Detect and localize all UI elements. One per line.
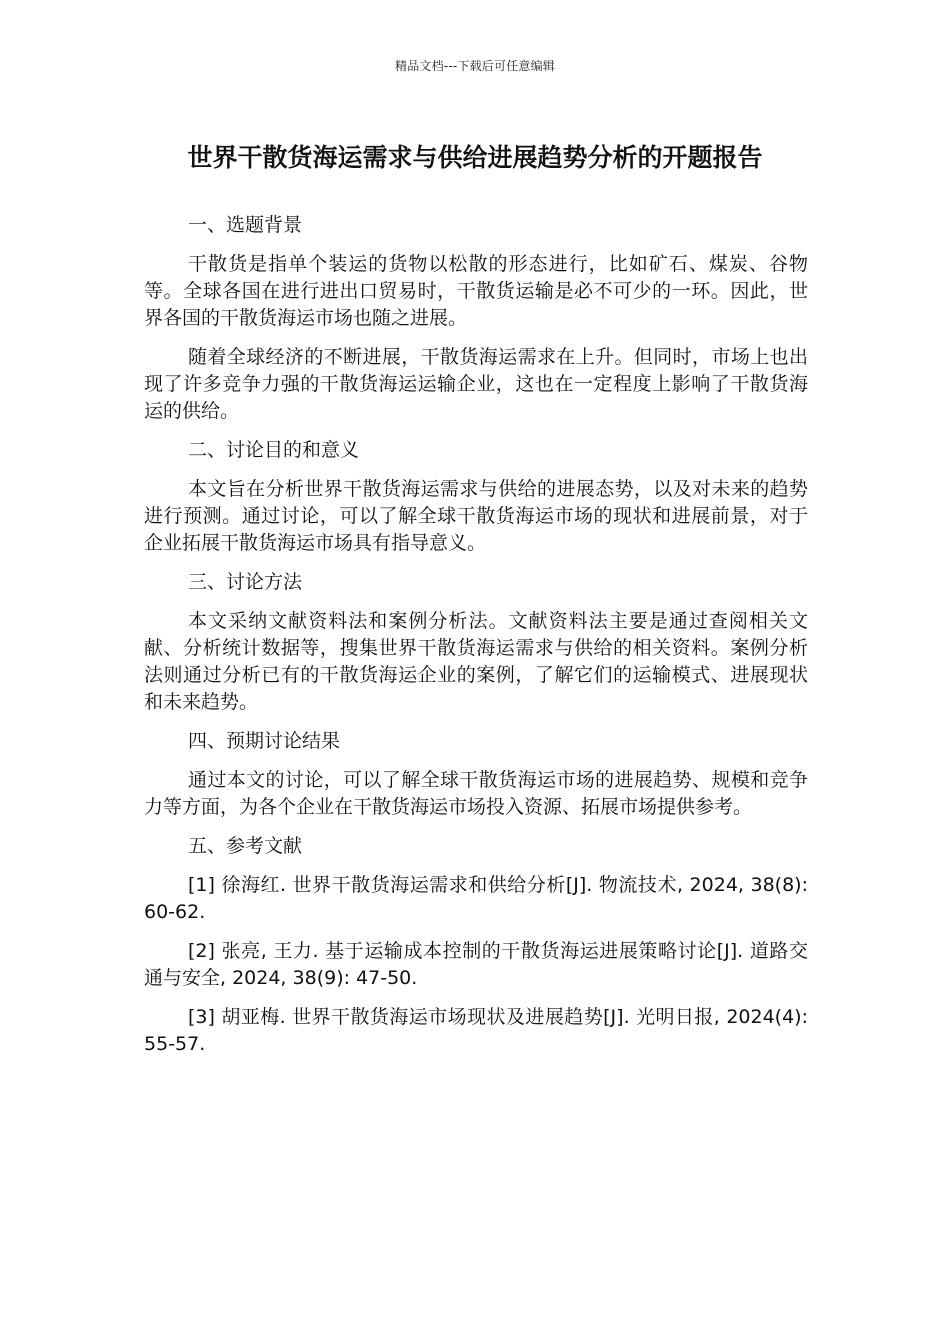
paragraph-background-1: 干散货是指单个装运的货物以松散的形态进行，比如矿石、煤炭、谷物等。全球各国在进行进出口贸易时，干散货运输是必不可少的一环。因此，世界各国的干散货海运市场也随之进展。 (144, 253, 808, 329)
reference-item-1: [1] 徐海红. 世界干散货海运需求和供给分析[J]. 物流技术, 2024, 38(8): 60-62. (144, 874, 808, 923)
section-heading-method: 三、讨论方法 (188, 571, 303, 593)
document-title: 世界干散货海运需求与供给进展趋势分析的开题报告 (187, 143, 763, 172)
paragraph-purpose: 本文旨在分析世界干散货海运需求与供给的进展态势，以及对未来的趋势进行预测。通过讨论，可以了解全球干散货海运市场的现状和进展前景，对于企业拓展干散货海运市场具有指导意义。 (144, 478, 808, 554)
document-body (144, 212, 808, 1070)
section-heading-expected-results: 四、预期讨论结果 (188, 730, 341, 752)
reference-item-2: [2] 张亮, 王力. 基于运输成本控制的干散货海运进展策略讨论[J]. 道路交通与安全, 2024, 38(9): 47-50. (144, 940, 808, 989)
reference-item-3: [3] 胡亚梅. 世界干散货海运市场现状及进展趋势[J]. 光明日报, 2024(4): 55-57. (144, 1006, 808, 1055)
paragraph-background-2: 随着全球经济的不断进展，干散货海运需求在上升。但同时，市场上也出现了许多竞争力强的干散货海运运输企业，这也在一定程度上影响了干散货海运的供给。 (144, 346, 808, 422)
section-heading-purpose: 二、讨论目的和意义 (188, 439, 360, 461)
header-note: 精品文档---下载后可任意编辑 (395, 59, 555, 73)
paragraph-method: 本文采纳文献资料法和案例分析法。文献资料法主要是通过查阅相关文献、分析统计数据等，搜集世界干散货海运需求与供给的相关资料。案例分析法则通过分析已有的干散货海运企业的案例，了解它们的运输模式、进展现状和未来趋势。 (144, 610, 808, 713)
section-heading-background: 一、选题背景 (188, 214, 303, 236)
paragraph-expected-results: 通过本文的讨论，可以了解全球干散货海运市场的进展趋势、规模和竞争力等方面，为各个企业在干散货海运市场投入资源、拓展市场提供参考。 (144, 769, 808, 818)
section-heading-references: 五、参考文献 (188, 835, 303, 857)
